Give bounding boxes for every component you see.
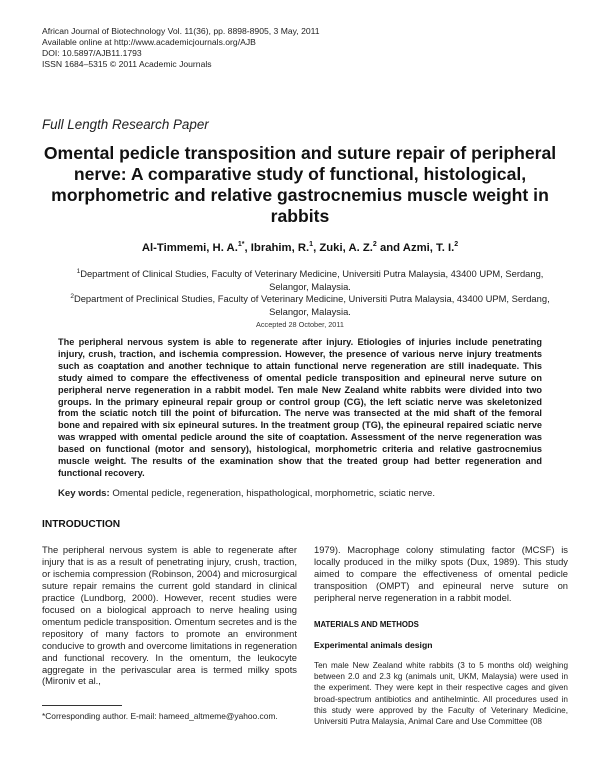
affiliation-2 [60,291,560,318]
affiliation-mark: 2 [372,241,377,248]
accepted-date: Accepted 28 October, 2011 [256,320,344,329]
author-separator: , [244,241,251,254]
author-name: Al-Timmemi, H. A. [141,241,238,254]
paper-type: Full Length Research Paper [42,117,209,132]
paper-title: Omental pedicle transposition and suture repair of peripheral nerve: A comparative study of functional, histological, morphometric and relative gastrocnemius muscle weight in rabbits [43,143,557,226]
author-separator: and [376,241,403,254]
journal-url[interactable]: Available online at http://www.academicjournals.org/AJB [42,37,256,47]
author-name: Zuki, A. Z. [319,241,373,254]
introduction-right-column: 1979). Macrophage colony stimulating factor (MCSF) is locally produced in the milky spots (Dux, 1989). This study aimed to compare the effectiveness of omental pedicle transposition (OMPT) and epineural nerve suture on peripheral nerve regeneration in a rabbit model. [314,544,568,603]
affiliation-mark: 2 [454,241,459,248]
keywords [58,488,435,499]
doi: DOI: 10.5897/AJB11.1793 [42,48,142,58]
author-name: Azmi, T. I. [402,241,455,254]
footnote-divider [42,705,122,706]
introduction-left-column: The peripheral nervous system is able to regenerate after injury that is as a result of penetrating injury, crush, traction, or ischemia compression (Robinson, 2004) and microsurgical suture repair remains the current gold standard in clinical practice (Lundborg, 2000). However, recent studies were focused on a biological approach to nerve healing using omentum pedicle transposition. Omentum secretes and is the repository of many factors to promote an environment conducive to growth and overcome limitations in regeneration and functional recovery. In the omentum, the leukocyte aggregate in the perivascular area is termed milky spots (Mironiv et al., [42,544,297,687]
affiliation-number: 2 [70,293,74,300]
author-separator: , [313,241,320,254]
affiliation-number: 1 [76,268,81,275]
affiliation-text: Department of Clinical Studies, Faculty of Veterinary Medicine, Universiti Putra Malaysia, 43400 UPM, Serdang, Selangor, Malaysia. [80,268,544,292]
author-list [42,241,558,254]
journal-header [42,26,320,70]
methods-subheading: Experimental animals design [314,640,433,650]
methods-text: Ten male New Zealand white rabbits (3 to 5 months old) weighing between 2.0 and 2.3 kg (animals unit, UKM, Malaysia) were used in the experiment. They were kept in their respective cages and given broad-spectrum antibiotics and antihelmintic. All procedures used in this study were approved by the Faculty of Veterinary Medicine, Universiti Putra Malaysia, Animal Care and Use Committee (08 [314,661,568,727]
keywords-label: Key words: [58,488,110,499]
issn: ISSN 1684–5315 © 2011 Academic Journals [42,59,212,69]
author-name: Ibrahim, R. [250,241,310,254]
introduction-heading: INTRODUCTION [42,519,121,530]
corresponding-author-footnote: *Corresponding author. E-mail: hameed_altmeme@yahoo.com. [42,711,278,721]
abstract: The peripheral nervous system is able to regenerate after injury. Etiologies of injuries include penetrating injury, crush, traction, and ischemia compression. However, the presence of various nerve injury treatments such as coaptation and another technique to attain functional nerve regeneration are still inadequate. This study aimed to compare the effectiveness of omental pedicle transposition and epineural nerve suture on peripheral nerve regeneration in a rabbit model. Ten male New Zealand white rabbits were divided into two groups. In the primary epineural repair group or control group (CG), the left sciatic nerve was skeletonized from the sciatic notch till the point of bifurcation. The nerve was transected at the mid shaft of the femoral bone and repaired with six epineural sutures. In the treatment group (TG), the epineural repaired sciatic nerve was wrapped with omental pedicle around the site of coaptation. Assessment of the nerve regeneration was based on functional (motor and sensory), histological, morphometric criteria and relative gastrocnemius muscle weight. The results of the examination show that the treated group had better regeneration and functional recovery. [58,337,542,478]
affiliation-text: Department of Preclinical Studies, Faculty of Veterinary Medicine, Universiti Putra Malaysia, 43400 UPM, Serdang, Selangor, Malaysia. [73,293,550,317]
keywords-text: Omental pedicle, regeneration, hispathological, morphometric, sciatic nerve. [109,488,436,499]
methods-heading: MATERIALS AND METHODS [314,620,419,629]
affiliation-mark: 1 [309,241,314,248]
affiliation-1 [60,266,560,293]
affiliation-mark: 1* [237,241,245,248]
journal-citation: African Journal of Biotechnology Vol. 11(36), pp. 8898-8905, 3 May, 2011 [42,26,320,36]
